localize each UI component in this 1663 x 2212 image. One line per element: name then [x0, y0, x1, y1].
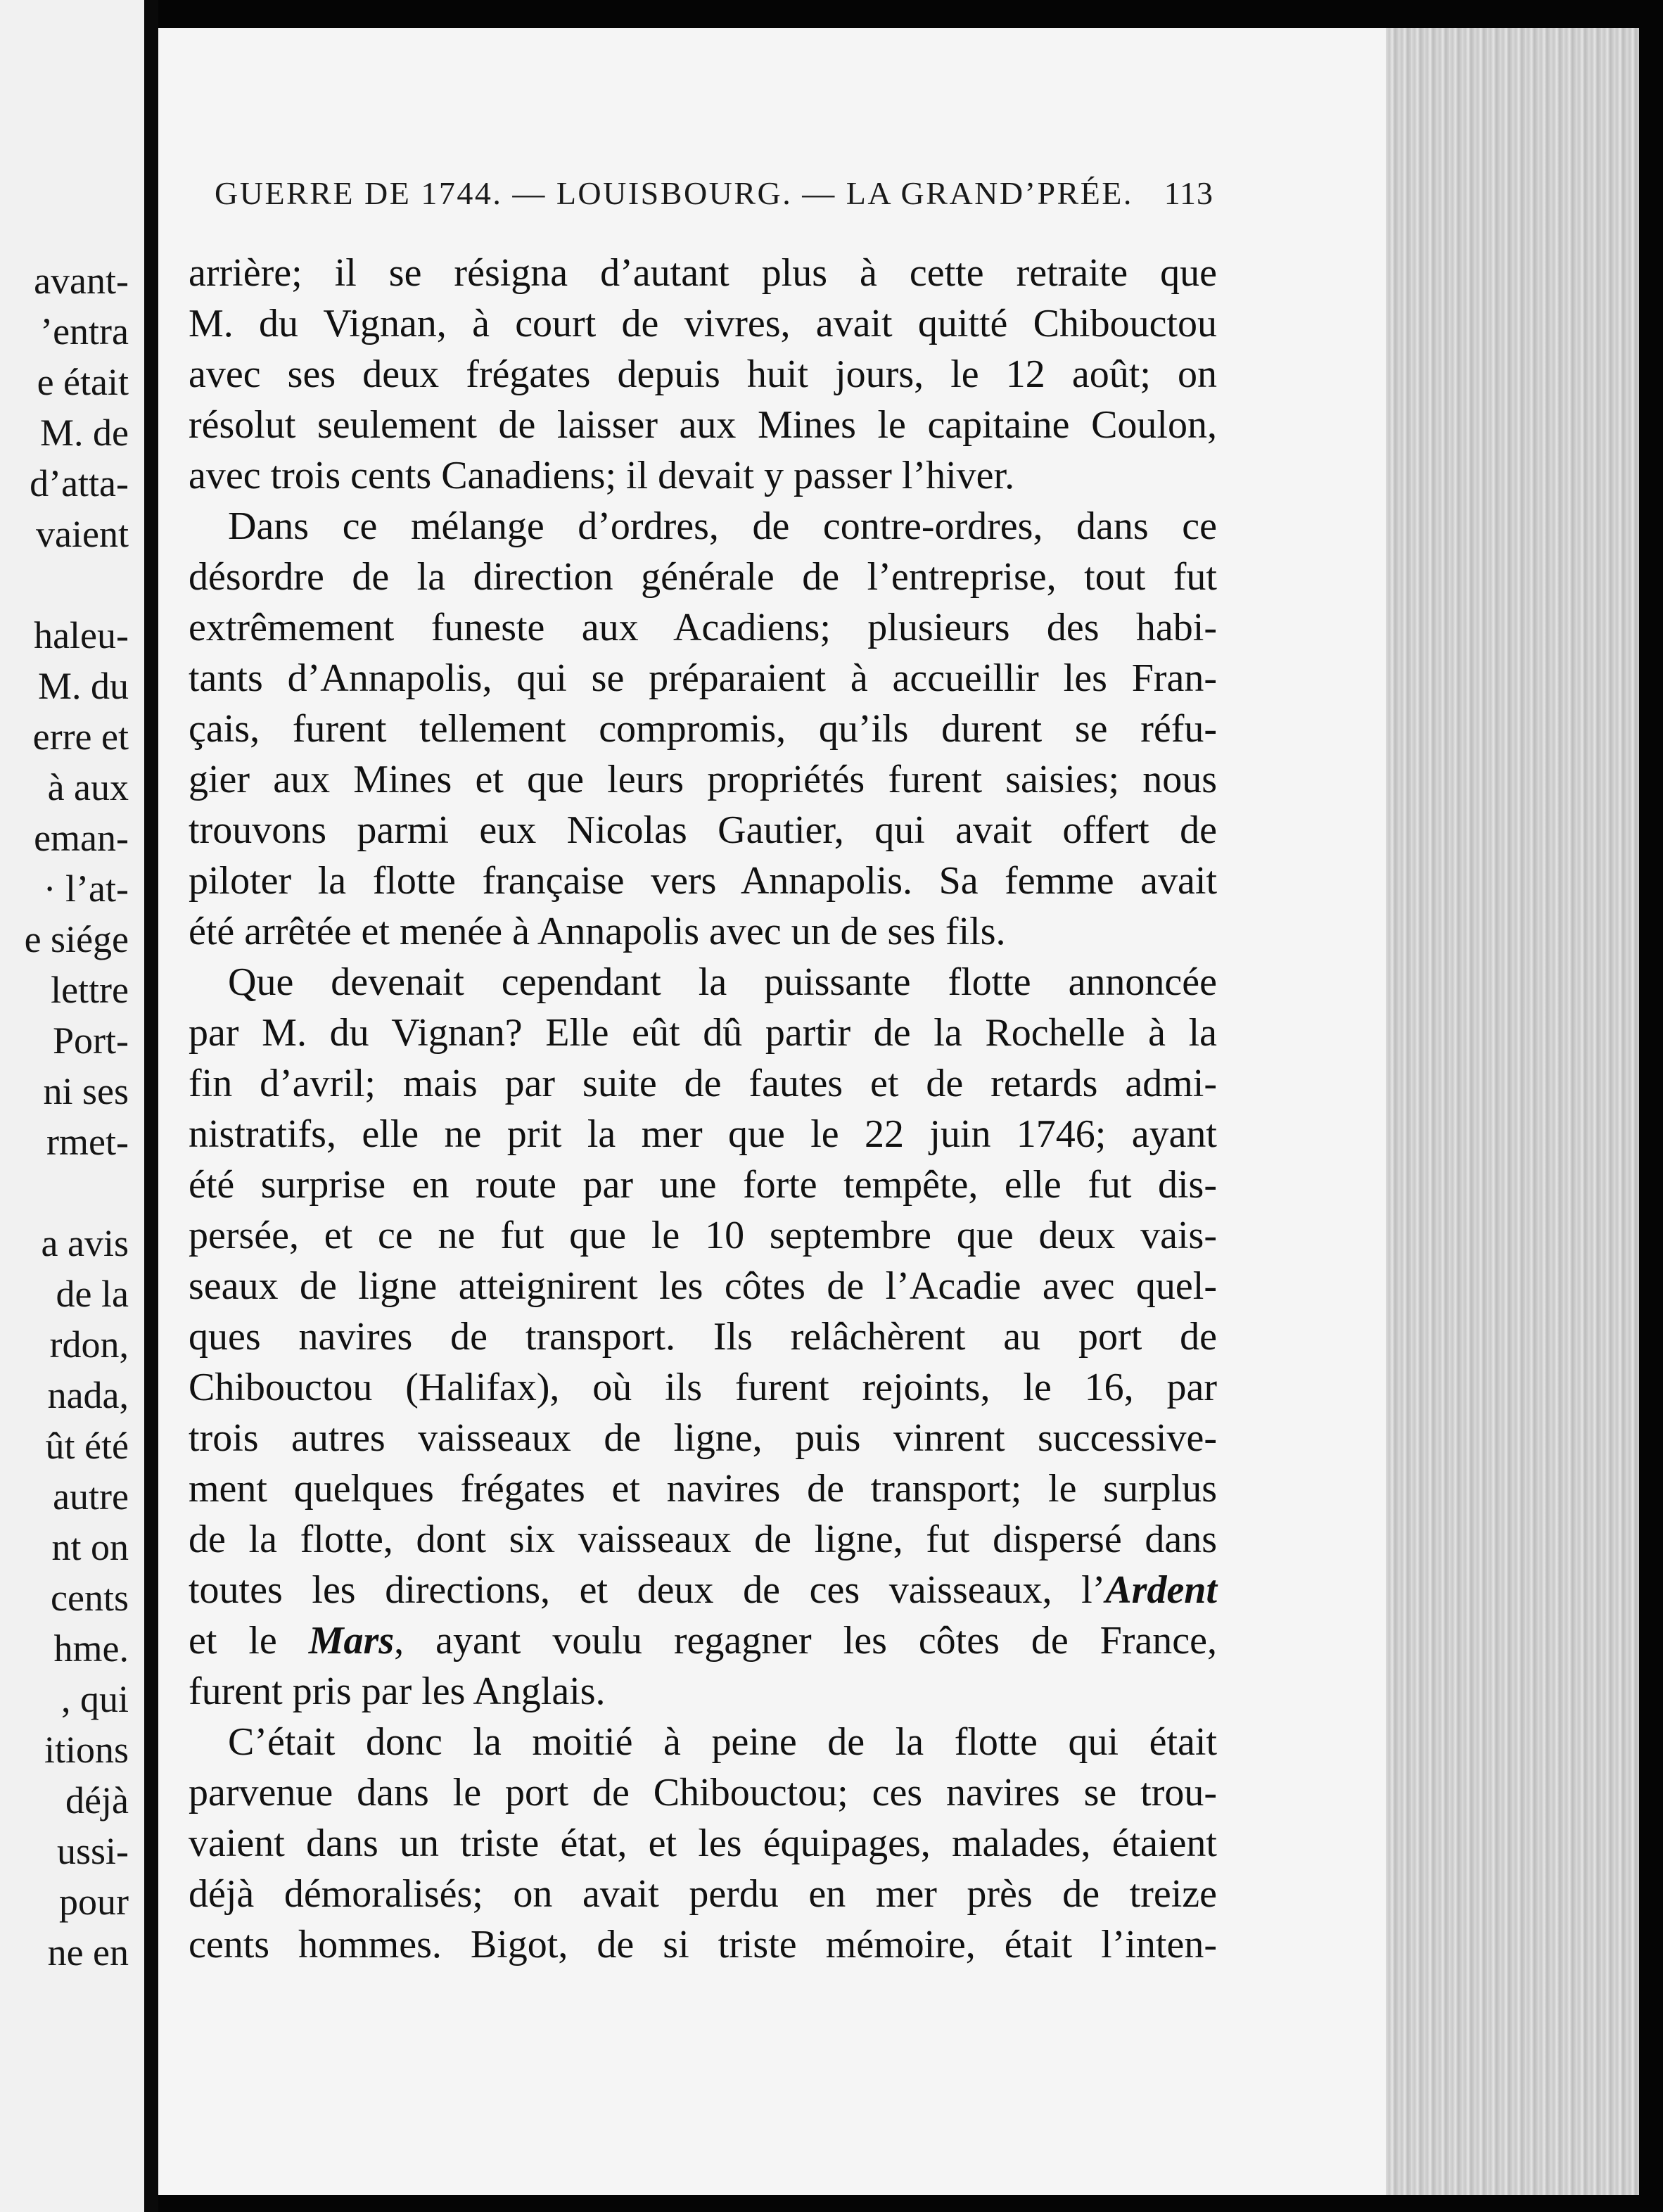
previous-page-fragment: déjà	[65, 1779, 129, 1822]
previous-page-fragment: ussi-	[56, 1830, 129, 1872]
previous-page-fragment: itions	[44, 1729, 129, 1771]
previous-page-fragment: ni ses	[43, 1070, 129, 1112]
text-line: avec ses deux frégates depuis huit jours, le 12 août; on	[189, 352, 1217, 396]
previous-page-fragment: rdon,	[49, 1323, 129, 1366]
previous-page-fragment: · l’at-	[43, 867, 129, 910]
text-line: résolut seulement de laisser aux Mines le capitaine Coulon,	[189, 403, 1217, 447]
italic-ship-name: Ardent	[1105, 1568, 1217, 1612]
previous-page-fragment: a avis	[41, 1222, 129, 1264]
text-line: Dans ce mélange d’ordres, de contre-ordres, dans ce	[228, 504, 1217, 548]
text-line: parvenue dans le port de Chibouctou; ces navires se trou-	[189, 1771, 1217, 1814]
previous-page-fragment: cents	[51, 1577, 129, 1619]
text-line: fin d’avril; mais par suite de fautes et de retards admi-	[189, 1062, 1217, 1105]
previous-page-fragment: avant-	[34, 260, 129, 302]
italic-ship-name: Mars	[308, 1619, 395, 1663]
previous-page-fragment: eman-	[34, 817, 129, 859]
running-head	[215, 174, 1213, 212]
text-line: trois autres vaisseaux de ligne, puis vinrent successive-	[189, 1416, 1217, 1460]
text-line: piloter la flotte française vers Annapolis. Sa femme avait	[189, 859, 1217, 903]
previous-page-fragment: pour	[59, 1881, 129, 1923]
previous-page-fragment: rmet-	[46, 1121, 129, 1163]
text-line: seaux de ligne atteignirent les côtes de l’Acadie avec quel-	[189, 1264, 1217, 1308]
body-text	[189, 248, 1217, 1970]
previous-page-strip	[0, 0, 144, 2212]
page-number: 113	[1164, 175, 1213, 211]
text-line: gier aux Mines et que leurs propriétés furent saisies; nous	[189, 758, 1217, 801]
previous-page-fragment: à aux	[47, 766, 129, 808]
text-line: avec trois cents Canadiens; il devait y passer l’hiver.	[189, 454, 1015, 497]
text-line: persée, et ce ne fut que le 10 septembre que deux vais-	[189, 1214, 1217, 1257]
text-line: furent pris par les Anglais.	[189, 1670, 606, 1713]
text-line: arrière; il se résigna d’autant plus à cette retraite que	[189, 251, 1217, 295]
previous-page-fragment: e siége	[24, 918, 129, 960]
previous-page-fragment: nt on	[51, 1526, 129, 1568]
text-line: tants d’Annapolis, qui se préparaient à accueillir les Fran-	[189, 656, 1217, 700]
previous-page-fragment: haleu-	[34, 614, 129, 656]
previous-page-fragment: de la	[56, 1273, 129, 1315]
previous-page-fragment: hme.	[53, 1627, 129, 1670]
previous-page-fragment: M. de	[40, 412, 129, 454]
text-line: de la flotte, dont six vaisseaux de ligne, fut dispersé dans	[189, 1518, 1217, 1561]
previous-page-fragment: autre	[53, 1475, 129, 1518]
text-line: Que devenait cependant la puissante flotte annoncée	[228, 960, 1217, 1004]
text-line: toutes les directions, et deux de ces vaisseaux, l’Ardent	[189, 1568, 1217, 1612]
previous-page-fragment: ne en	[47, 1931, 129, 1973]
previous-page-fragment: , qui	[60, 1678, 129, 1720]
text-line: déjà démoralisés; on avait perdu en mer près de treize	[189, 1872, 1217, 1916]
book-gutter	[144, 0, 158, 2212]
text-line: par M. du Vignan? Elle eût dû partir de la Rochelle à la	[189, 1011, 1217, 1055]
previous-page-fragment: d’atta-	[30, 462, 129, 504]
text-line: extrêmement funeste aux Acadiens; plusieurs des habi-	[189, 606, 1217, 649]
scan-border	[1639, 0, 1663, 2212]
previous-page-fragment: lettre	[51, 969, 129, 1011]
text-line: nistratifs, elle ne prit la mer que le 22 juin 1746; ayant	[189, 1112, 1217, 1156]
running-head-title: GUERRE DE 1744. — LOUISBOURG. — LA GRAND’PRÉE.	[215, 175, 1133, 211]
text-line: vaient dans un triste état, et les équipages, malades, étaient	[189, 1822, 1217, 1865]
page-edges-stack	[1386, 28, 1639, 2195]
text-line: ment quelques frégates et navires de transport; le surplus	[189, 1467, 1217, 1511]
text-line: et le Mars, ayant voulu regagner les côtes de France,	[189, 1619, 1218, 1663]
previous-page-fragment: vaient	[36, 513, 129, 555]
previous-page-fragment: M. du	[37, 665, 129, 707]
text-line: çais, furent tellement compromis, qu’ils durent se réfu-	[189, 707, 1217, 751]
text-line: été arrêtée et menée à Annapolis avec un de ses fils.	[189, 910, 1006, 953]
text-line: M. du Vignan, à court de vivres, avait quitté Chibouctou	[189, 302, 1217, 345]
text-line: désordre de la direction générale de l’entreprise, tout fut	[189, 555, 1217, 599]
previous-page-fragment: nada,	[47, 1374, 129, 1416]
text-line: été surprise en route par une forte tempête, elle fut dis-	[189, 1163, 1217, 1207]
previous-page-fragment: e était	[37, 361, 129, 403]
text-line: cents hommes. Bigot, de si triste mémoire, était l’inten-	[189, 1923, 1217, 1966]
previous-page-fragment: Port-	[53, 1019, 129, 1062]
text-line: ques navires de transport. Ils relâchèrent au port de	[189, 1315, 1217, 1359]
text-line: Chibouctou (Halifax), où ils furent rejoints, le 16, par	[189, 1366, 1217, 1409]
previous-page-fragment: ût été	[45, 1425, 129, 1467]
text-line: trouvons parmi eux Nicolas Gautier, qui avait offert de	[189, 808, 1217, 852]
previous-page-fragment: erre et	[32, 716, 129, 758]
previous-page-fragment: ’entra	[40, 310, 129, 352]
text-line: C’était donc la moitié à peine de la flotte qui était	[228, 1720, 1217, 1764]
